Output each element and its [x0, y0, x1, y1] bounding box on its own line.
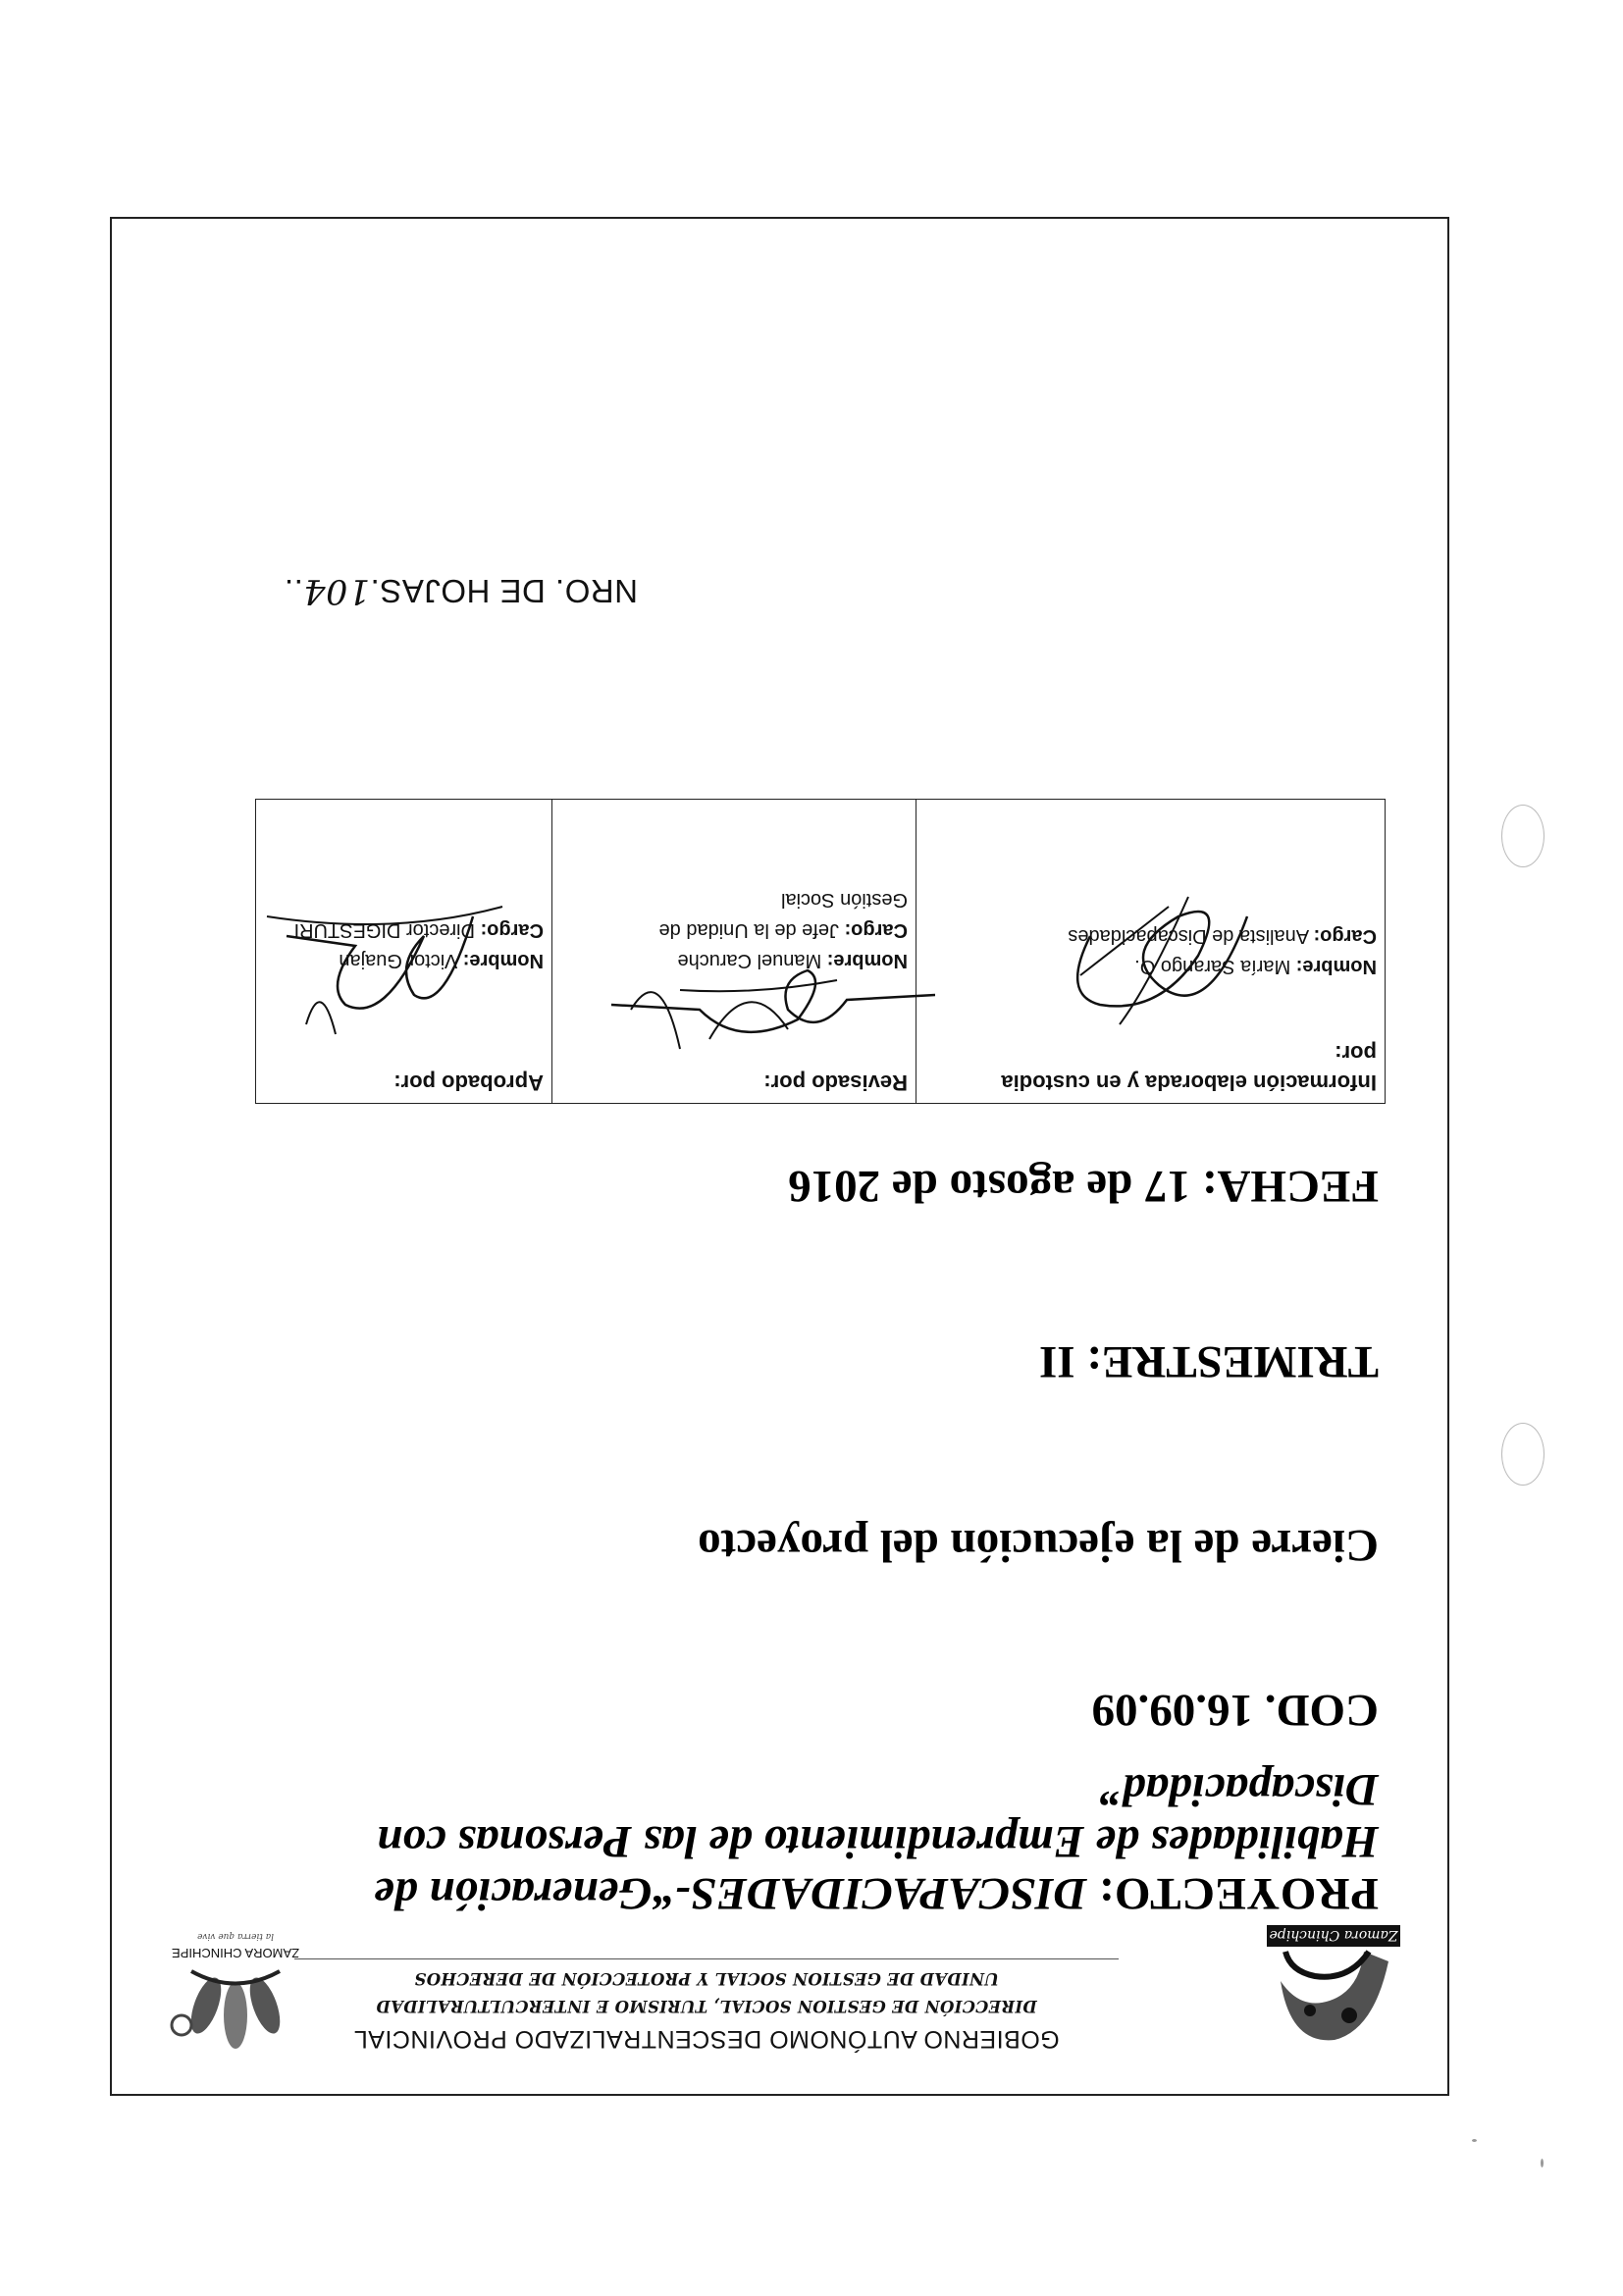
project-name: DISCAPACIDADES-“Generación de Habilidades de Emprendimiento de las Personas con Discapacidad”: [374, 1763, 1379, 1919]
approved-name-label: Nombre:: [462, 950, 544, 971]
approved-role: Director DIGESTURI: [293, 919, 475, 941]
reviewed-role-2: Gestión Social: [781, 889, 908, 911]
signature-table: [255, 799, 1386, 1104]
prepared-name-label: Nombre:: [1295, 956, 1377, 977]
reviewed-role-label: Cargo:: [844, 919, 908, 941]
approved-heading: Aprobado por:: [393, 1070, 544, 1095]
document-frame: [110, 217, 1449, 2096]
approved-name: Victor Guajan: [339, 950, 458, 971]
quarter: TRIMESTRE: II: [1038, 1336, 1379, 1387]
prepared-name: María Sarango O.: [1134, 956, 1291, 977]
project-code: COD. 16.09.09: [1091, 1685, 1379, 1736]
project-label: PROYECTO:: [1098, 1868, 1379, 1919]
zamora-logo-text: ZAMORA CHINCHIPE: [171, 1946, 300, 1960]
prepared-by-cell: [916, 800, 1386, 1104]
approved-by-cell: [256, 800, 552, 1104]
reviewed-heading: Revisado por:: [763, 1070, 908, 1095]
reviewed-by-cell: [552, 800, 916, 1104]
prepared-role: Analista de Discapacidades: [1068, 925, 1310, 947]
provincial-logo-text: Zamora Chinchipe: [1269, 1927, 1398, 1943]
sheet-count: [284, 571, 638, 610]
prepared-heading-2: por:: [1335, 1041, 1377, 1066]
approved-signature: [257, 897, 532, 1054]
unit-heading: UNIDAD DE GESTION SOCIAL Y PROTECCIÓN DE DERECHOS: [414, 1969, 999, 1988]
prepared-heading: Información elaborada y en custodia: [1001, 1070, 1377, 1095]
reviewed-name-label: Nombre:: [826, 950, 908, 971]
reviewed-role: Jefe de la Unidad de: [658, 919, 839, 941]
approved-role-label: Cargo:: [480, 919, 544, 941]
directorate-heading: DIRECCIÓN DE GESTION SOCIAL, TURISMO E INTERCULTURALIDAD: [376, 1997, 1037, 2015]
zamora-logo-tagline: la tierra que vive: [197, 1931, 274, 1941]
reviewed-name: Manuel Caruche: [677, 950, 822, 971]
sheet-count-suffix: ..: [284, 573, 303, 609]
sheet-count-number: 104: [302, 571, 371, 610]
header-rule: [294, 1958, 1119, 1959]
government-heading: GOBIERNO AUTÓNOMO DESCENTRALIZADO PROVINCIAL: [353, 2025, 1060, 2053]
document-date: FECHA: 17 de agosto de 2016: [788, 1161, 1379, 1212]
prepared-signature: [1051, 887, 1267, 1044]
provincial-logo-graphic: [1261, 1922, 1408, 2069]
prepared-role-label: Cargo:: [1313, 925, 1377, 947]
project-title: [231, 1763, 1379, 1919]
sheet-count-label: NRO. DE HOJAS.: [370, 573, 638, 609]
provincial-logo: [1261, 1922, 1408, 2069]
closure-title: Cierre de la ejecución del proyecto: [698, 1520, 1379, 1571]
reviewed-signature: [582, 951, 935, 1078]
